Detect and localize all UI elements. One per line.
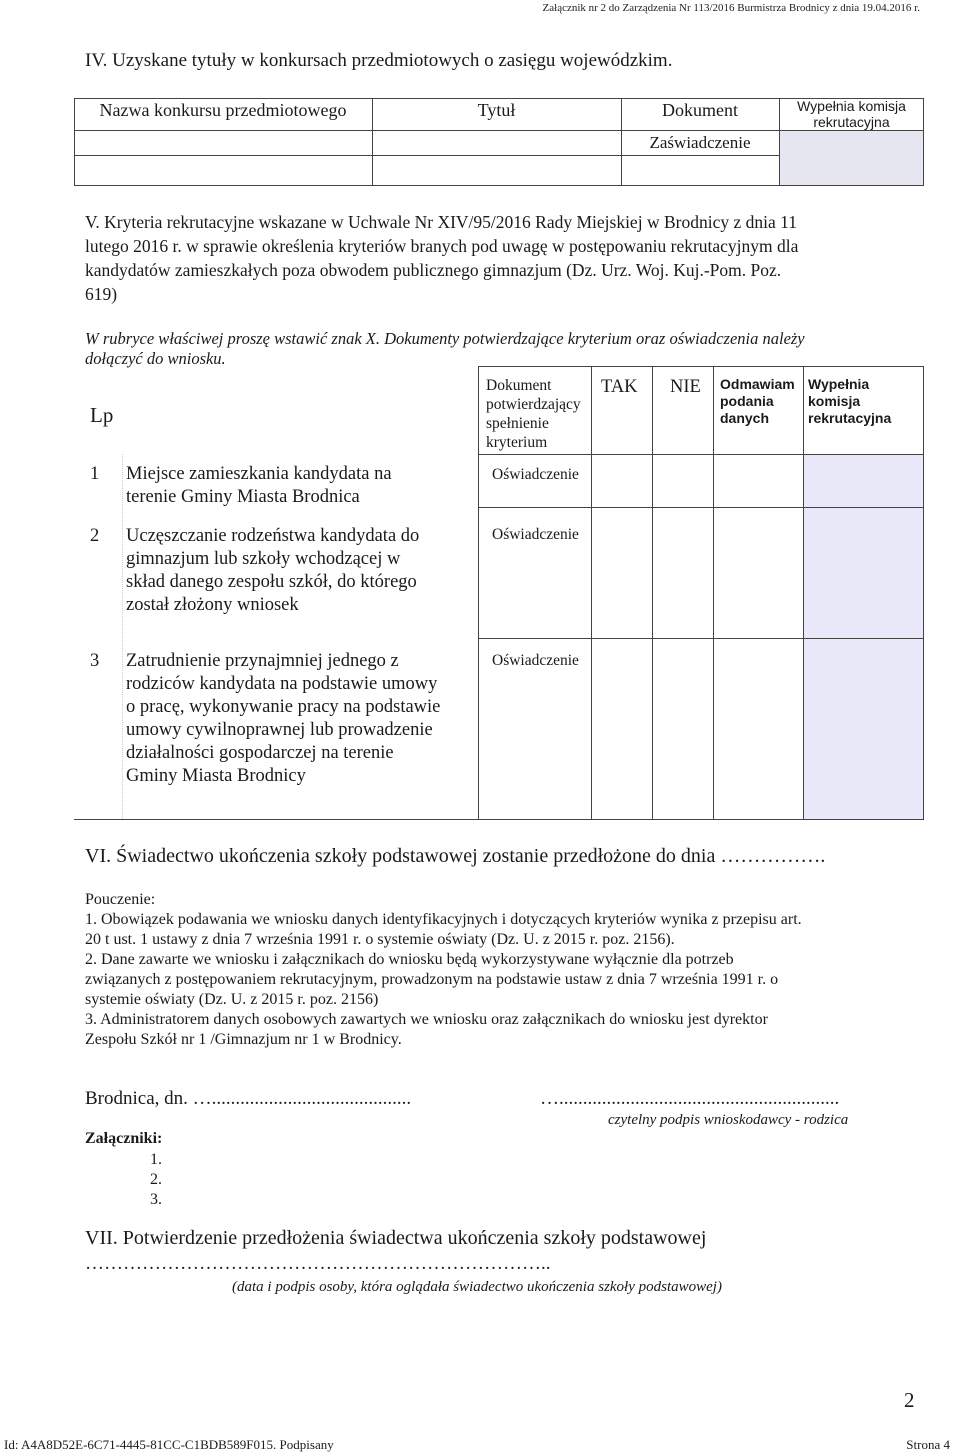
section-v-title: V. Kryteria rekrutacyjne wskazane w Uchwale Nr XIV/95/2016 Rady Miejskiej w Brodnicy z dnia 11 lutego 2016 r. w sprawie określenia kryteriów branych pod uwagę w postępowaniu rekrutacyjnym dla kandydatów zamieszkałych poza obwodem publicznego gimnazjum (Dz. Urz. Woj. Kuj.-Pom. Poz. 619) [85, 212, 799, 304]
attachment-item: 3. [150, 1191, 162, 1208]
row-2-document: Oświadczenie [492, 526, 579, 543]
document-cell-certificate: Zaświadczenie [649, 133, 751, 152]
col-document: Dokument [662, 100, 738, 120]
row-2-refuse-box[interactable] [714, 508, 803, 638]
row-3-document: Oświadczenie [492, 652, 579, 669]
row-3-criterion: Zatrudnienie przynajmniej jednego z rodziców kandydata na podstawie umowy o pracę, wykonywanie pracy na podstawie umowy cywilnoprawnej lub prowadzenie działalności gospodarczej na terenie Gminy Miasta Brodnicy [126, 651, 441, 786]
row-2-lp: 2 [90, 526, 100, 546]
header-commission: Wypełnia komisja rekrutacyjna [808, 376, 892, 426]
col-title: Tytuł [477, 100, 516, 120]
row-2-yes-box[interactable] [592, 508, 652, 638]
confirmation-caption: (data i podpis osoby, która oglądała świadectwo ukończenia szkoły podstawowej) [232, 1279, 722, 1295]
row-1-document: Oświadczenie [492, 466, 579, 483]
header-lp: Lp [90, 403, 114, 427]
footer-document-id: Id: A4A8D52E-6C71-4445-81CC-C1BDB589F015. Podpisany [4, 1437, 334, 1452]
notice-point-1: 1. Obowiązek podawania we wniosku danych identyfikacyjnych i dotyczących kryteriów wynika z przepisu art. 20 t ust. 1 ustawy z dnia 7 września 1991 r. o systemie oświaty (Dz. U. z 2015 r. poz. 2156). [85, 911, 802, 948]
confirmation-field[interactable]: ……………………………………………………………….. [85, 1253, 551, 1274]
header-refuse: Odmawiam podania danych [720, 376, 795, 426]
notice-point-2: 2. Dane zawarte we wniosku i załącznikach do wniosku będą wykorzystywane wyłącznie dla potrzeb związanych z postępowaniem rekrutacyjnym, prowadzonym na podstawie ustaw z dnia 7 września 1991 r. o systemie oświaty (Dz. U. z 2015 r. poz. 2156) [85, 951, 779, 1008]
col-commission: Wypełnia komisja rekrutacyjna [797, 98, 906, 130]
attachment-item: 2. [150, 1171, 162, 1188]
row-3-lp: 3 [90, 651, 100, 671]
attachments-list [150, 1150, 162, 1210]
row-3-refuse-box[interactable] [714, 639, 803, 819]
signature-field[interactable]: …........................................................... [540, 1088, 840, 1109]
notice-block [85, 890, 930, 1050]
signature-caption: czytelny podpis wnioskodawcy - rodzica [608, 1112, 849, 1128]
row-1-lp: 1 [90, 464, 100, 484]
notice-label: Pouczenie: [85, 891, 156, 908]
row-3-yes-box[interactable] [592, 639, 652, 819]
row-1-no-box[interactable] [653, 455, 713, 507]
notice-point-3: 3. Administratorem danych osobowych zawartych we wniosku oraz załącznikach do wniosku jest dyrektor Zespołu Szkół nr 1 /Gimnazjum nr 1 w Brodnicy. [85, 1011, 768, 1048]
document-header-note: Załącznik nr 2 do Zarządzenia Nr 113/2016 Burmistrza Brodnicy z dnia 19.04.2016 r. [542, 2, 920, 14]
section-vii-title: VII. Potwierdzenie przedłożenia świadectwa ukończenia szkoły podstawowej [85, 1227, 707, 1249]
commission-shaded-cell [779, 130, 924, 186]
row-1-refuse-box[interactable] [714, 455, 803, 507]
attachments-label: Załączniki: [85, 1130, 163, 1147]
col-competition-name: Nazwa konkursu przedmiotowego [99, 100, 347, 120]
footer-page-label: Strona 4 [906, 1437, 950, 1452]
row-3-no-box[interactable] [653, 639, 713, 819]
section-iv-title: IV. Uzyskane tytuły w konkursach przedmiotowych o zasięgu wojewódzkim. [85, 50, 673, 71]
row-1-criterion: Miejsce zamieszkania kandydata na terenie Gminy Miasta Brodnica [126, 464, 392, 507]
header-no: NIE [670, 377, 701, 397]
row-2-no-box[interactable] [653, 508, 713, 638]
header-document: Dokument potwierdzający spełnienie kryterium [486, 377, 581, 451]
page-number: 2 [904, 1388, 915, 1412]
row-1-yes-box[interactable] [592, 455, 652, 507]
competition-table [74, 98, 924, 186]
criteria-table [74, 366, 924, 820]
place-date-field[interactable]: Brodnica, dn. ….......................................... [85, 1088, 412, 1109]
attachment-item: 1. [150, 1151, 162, 1168]
section-vi-title: VI. Świadectwo ukończenia szkoły podstawowej zostanie przedłożone do dnia ……………. [85, 845, 826, 867]
section-v-instruction: W rubryce właściwej proszę wstawić znak X. Dokumenty potwierdzające kryterium oraz oświadczenia należy dołączyć do wniosku. [85, 329, 805, 368]
header-yes: TAK [601, 377, 638, 397]
row-2-criterion: Uczęszczanie rodzeństwa kandydata do gimnazjum lub szkoły wchodzącej w skład danego zespołu szkół, do którego został złożony wniosek [126, 526, 420, 615]
